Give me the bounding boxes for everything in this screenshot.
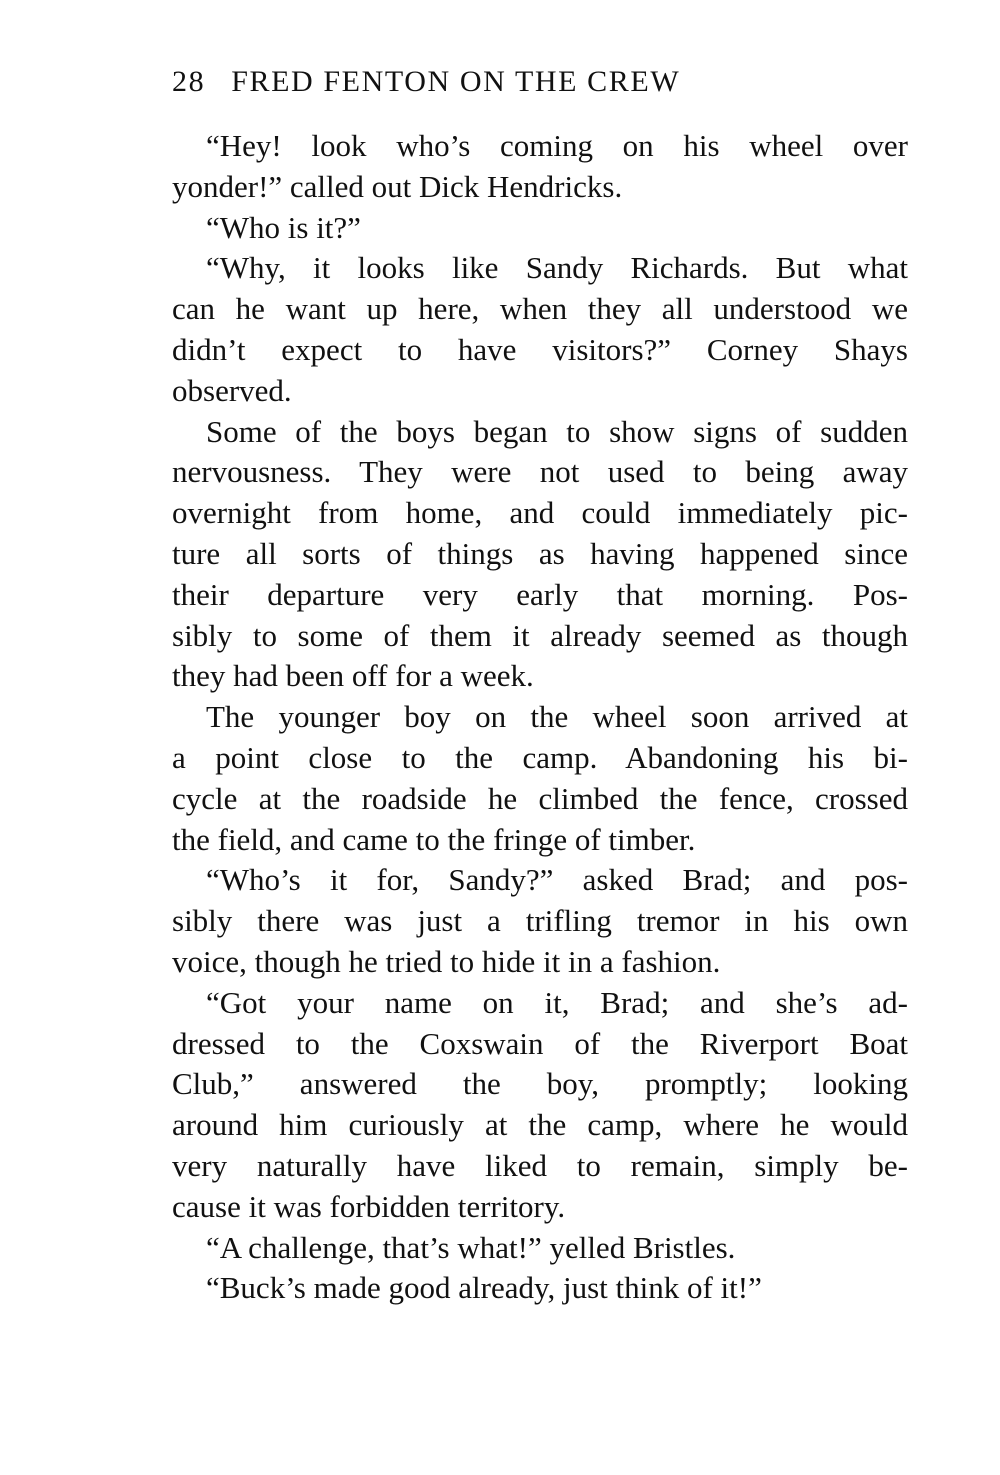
body-text [172,126,908,1309]
text-line: a point close to the camp. Abandoning his bi- [172,739,908,775]
text-line: sibly there was just a trifling tremor in his own [172,903,908,939]
text-line: voice, though he tried to hide it in a fashion. [172,943,721,979]
text-line: yonder!” called out Dick Hendricks. [172,168,623,204]
text-line: Club,” answered the boy, promptly; looking [172,1066,908,1102]
text-line: “A challenge, that’s what!” yelled Bristles. [206,1229,736,1265]
text-line: “Why, it looks like Sandy Richards. But what [206,250,908,286]
text-line: ture all sorts of things as having happened since [172,535,908,571]
running-title: FRED FENTON ON THE CREW [231,65,681,98]
text-line: observed. [172,372,292,408]
text-line: “Got your name on it, Brad; and she’s ad- [206,984,908,1020]
text-line: very naturally have liked to remain, simply be- [172,1147,908,1183]
text-line: overnight from home, and could immediately pic- [172,495,908,531]
text-line: didn’t expect to have visitors?” Corney Shays [172,331,908,367]
text-line: can he want up here, when they all understood we [172,291,908,327]
text-line: “Hey! look who’s coming on his wheel over [206,128,908,163]
text-line: dressed to the Coxswain of the Riverport Boat [172,1025,908,1061]
text-line: around him curiously at the camp, where he would [172,1107,908,1143]
text-line: cause it was forbidden territory. [172,1188,566,1224]
text-line: nervousness. They were not used to being away [172,454,908,490]
text-line: cycle at the roadside he climbed the fence, crossed [172,780,908,816]
text-line: the field, and came to the fringe of timber. [172,821,696,857]
text-line: they had been off for a week. [172,658,534,694]
text-line: their departure very early that morning. Pos- [172,576,908,612]
text-line: sibly to some of them it already seemed as though [172,617,908,653]
text-line: “Who’s it for, Sandy?” asked Brad; and pos- [206,862,908,898]
running-head [172,62,912,102]
text-line: “Buck’s made good already, just think of it!” [206,1270,762,1306]
text-line: Some of the boys began to show signs of sudden [206,413,908,449]
page-number: 28 [172,65,206,98]
text-line: The younger boy on the wheel soon arrived at [206,699,908,735]
text-line: “Who is it?” [206,209,361,245]
